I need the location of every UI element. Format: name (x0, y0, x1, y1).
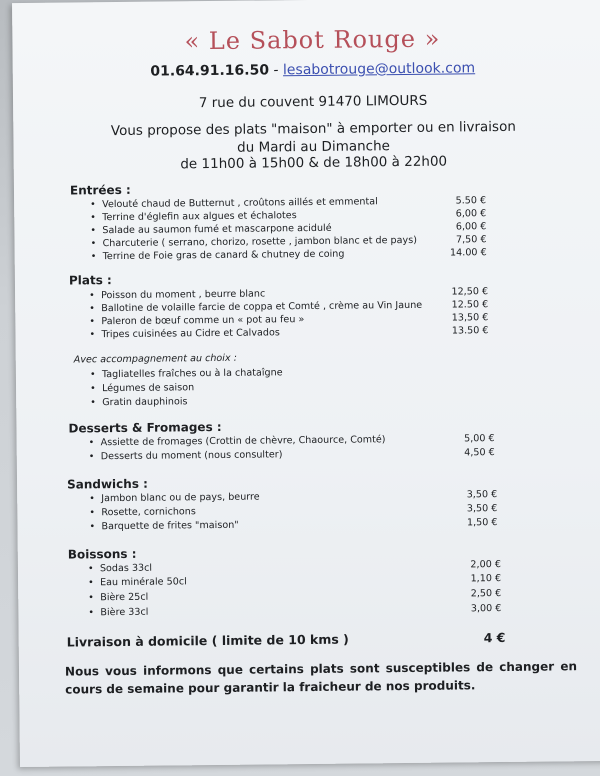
delivery-price: 4 € (483, 629, 506, 646)
menu-item: • Paleron de bœuf comme un « pot au feu » (89, 314, 305, 328)
menu-item: • Desserts du moment (nous consulter) (88, 449, 283, 463)
accompaniment-item: • Gratin dauphinois (90, 396, 188, 409)
menu-item: • Sodas 33cl (87, 562, 153, 575)
menu-item: • Jambon blanc ou de pays, beurre (89, 491, 260, 505)
menu-item-price: 13,50 € (451, 312, 489, 324)
menu-item: • Eau minérale 50cl (88, 576, 187, 589)
menu-item-price: 7,50 € (455, 234, 487, 246)
email-link[interactable]: lesabotrouge@outlook.com (282, 60, 476, 79)
menu-item-price: 3,50 € (466, 503, 498, 515)
menu-item: • Rosette, cornichons (89, 506, 196, 519)
menu-item-price: 6,00 € (455, 221, 487, 233)
phone-number: 01.64.91.16.50 (150, 62, 270, 80)
menu-item-price: 2,50 € (470, 588, 502, 600)
accompaniment-item: • Légumes de saison (90, 382, 195, 395)
menu-item: • Tripes cuisinées au Cidre et Calvados (89, 327, 280, 341)
opening-hours: de 11h00 à 15h00 & de 18h00 à 22h00 (180, 153, 448, 173)
section-title-boissons: Boissons : (67, 546, 137, 562)
section-title-plats: Plats : (68, 273, 112, 288)
menu-item: • Terrine de Foie gras de canard & chutney de coing (90, 248, 345, 263)
menu-item: • Salade au saumon fumé et mascarpone acidulé (90, 222, 332, 237)
section-title-desserts: Desserts & Fromages : (68, 419, 222, 436)
section-title-entrees: Entrées : (69, 182, 131, 198)
menu-item-price: 14.00 € (449, 247, 487, 259)
menu-item-price: 5,00 € (464, 433, 495, 445)
opening-days: du Mardi au Dimanche (237, 138, 391, 156)
menu-item-price: 12,50 € (451, 286, 489, 298)
menu-item-price: 4,50 € (464, 447, 495, 459)
menu-item: • Terrine d'églefin aux algues et échalotes (90, 210, 297, 224)
menu-item-price: 3,00 € (470, 603, 502, 615)
menu-item: • Assiette de fromages (Crottin de chèvre, Chaource, Comté) (88, 434, 386, 449)
contact-line (13, 59, 600, 81)
menu-item-price: 2,00 € (470, 559, 501, 571)
freshness-notice: Nous vous informons que certains plats sont susceptibles de changer en cours de semaine pour garantir la fraicheur de nos produits. (64, 659, 578, 697)
address: 7 rue du couvent 91470 LIMOURS (198, 92, 428, 112)
tagline: Vous propose des plats "maison" à emporter ou en livraison (110, 118, 516, 140)
menu-item: • Bière 25cl (88, 591, 149, 604)
menu-item-price: 5.50 € (455, 195, 487, 207)
menu-item-price: 12.50 € (451, 299, 489, 311)
accompaniment-title: Avec accompagnement au choix : (73, 352, 237, 366)
menu-item: • Velouté chaud de Butternut , croûtons aillés et emmental (90, 196, 378, 211)
restaurant-name: « Le Sabot Rouge » (184, 24, 441, 56)
contact-separator: - (273, 62, 279, 79)
menu-item-price: 1,10 € (470, 573, 502, 585)
menu-item-price: 13.50 € (451, 325, 489, 337)
menu-item: • Charcuterie ( serrano, chorizo, rosette , jambon blanc et de pays) (90, 234, 417, 250)
accompaniment-item: • Tagliatelles fraîches ou à la chataîgne (89, 367, 283, 381)
delivery-label: Livraison à domicile ( limite de 10 kms ) (66, 631, 349, 650)
menu-item: • Barquette de frites "maison" (89, 519, 239, 533)
menu-item-price: 6,00 € (455, 208, 487, 220)
menu-item: • Bière 33cl (88, 606, 149, 619)
menu-item: • Ballotine de volaille farcie de coppa et Comté , crème au Vin Jaune (89, 299, 423, 315)
menu-item: • Poisson du moment , beurre blanc (89, 288, 266, 302)
section-title-sandwichs: Sandwichs : (66, 476, 148, 492)
menu-sheet (12, 0, 600, 767)
menu-item-price: 1,50 € (466, 517, 498, 529)
menu-item-price: 3,50 € (466, 489, 498, 501)
